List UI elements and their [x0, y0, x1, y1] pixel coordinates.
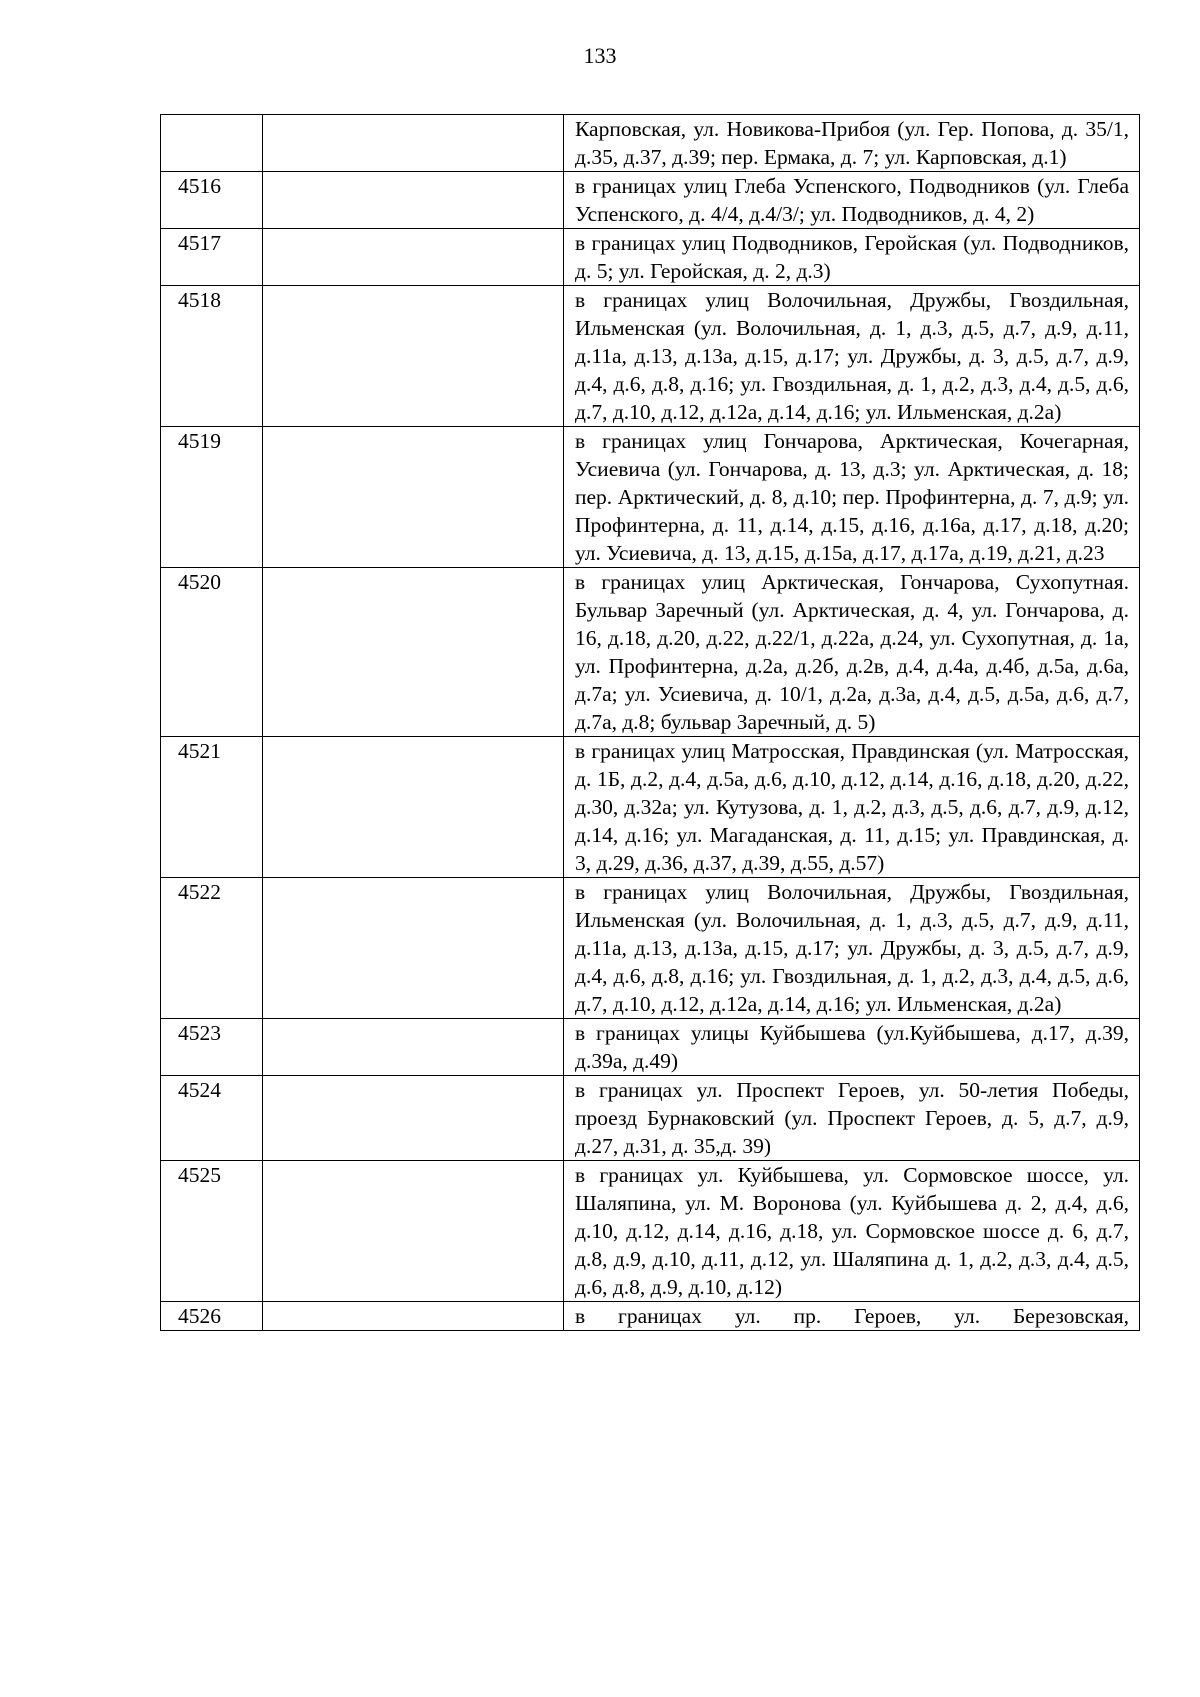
boundary-description-cell: в границах улиц Волочильная, Дружбы, Гвоздильная, Ильменская (ул. Волочильная, д. 1, д.3, д.5, д.7, д.9, д.11, д.11а, д.13, д.13а, д.15, д.17; ул. Дружбы, д. 3, д.5, д.7, д.9, д.4, д.6, д.8, д.16; ул. Гвоздильная, д. 1, д.2, д.3, д.4, д.5, д.6, д.7, д.10, д.12, д.12а, д.14, д.16; ул. Ильменская, д.2а) [564, 878, 1140, 1019]
boundary-description-cell: в границах ул. Проспект Героев, ул. 50-летия Победы, проезд Бурнаковский (ул. Проспект Героев, д. 5, д.7, д.9, д.27, д.31, д. 35,д. 39) [564, 1076, 1140, 1161]
precinct-number-cell [161, 115, 263, 172]
table-row [161, 1019, 1140, 1076]
precinct-number-cell: 4520 [161, 568, 263, 737]
precinct-number-cell: 4524 [161, 1076, 263, 1161]
boundary-description-cell: в границах улиц Подводников, Геройская (ул. Подводников, д. 5; ул. Геройская, д. 2, д.3) [564, 229, 1140, 286]
page-number: 133 [583, 43, 617, 68]
boundary-description-cell: в границах ул. Куйбышева, ул. Сормовское шоссе, ул. Шаляпина, ул. М. Воронова (ул. Куйбышева д. 2, д.4, д.6, д.10, д.12, д.14, д.16, д.18, ул. Сормовское шоссе д. 6, д.7, д.8, д.9, д.10, д.11, д.12, ул. Шаляпина д. 1, д.2, д.3, д.4, д.5, д.6, д.8, д.9, д.10, д.12) [564, 1161, 1140, 1302]
empty-middle-cell [263, 115, 564, 172]
empty-middle-cell [263, 568, 564, 737]
table-row [161, 1302, 1140, 1331]
table-row [161, 737, 1140, 878]
table-row [161, 286, 1140, 427]
boundary-description-cell: в границах улиц Матросская, Правдинская (ул. Матросская, д. 1Б, д.2, д.4, д.5а, д.6, д.10, д.12, д.14, д.16, д.18, д.20, д.22, д.30, д.32а; ул. Кутузова, д. 1, д.2, д.3, д.5, д.6, д.7, д.9, д.12, д.14, д.16; ул. Магаданская, д. 11, д.15; ул. Правдинская, д. 3, д.29, д.36, д.37, д.39, д.55, д.57) [564, 737, 1140, 878]
precinct-number-cell: 4526 [161, 1302, 263, 1331]
boundary-description-cell: в границах улиц Глеба Успенского, Подводников (ул. Глеба Успенского, д. 4/4, д.4/3/; ул. Подводников, д. 4, 2) [564, 172, 1140, 229]
precinct-number-cell: 4525 [161, 1161, 263, 1302]
table-row [161, 172, 1140, 229]
precinct-number-cell: 4521 [161, 737, 263, 878]
boundary-description-cell: в границах улиц Волочильная, Дружбы, Гвоздильная, Ильменская (ул. Волочильная, д. 1, д.3, д.5, д.7, д.9, д.11, д.11а, д.13, д.13а, д.15, д.17; ул. Дружбы, д. 3, д.5, д.7, д.9, д.4, д.6, д.8, д.16; ул. Гвоздильная, д. 1, д.2, д.3, д.4, д.5, д.6, д.7, д.10, д.12, д.12а, д.14, д.16; ул. Ильменская, д.2а) [564, 286, 1140, 427]
table-row [161, 115, 1140, 172]
table-row [161, 1076, 1140, 1161]
precinct-number-cell: 4517 [161, 229, 263, 286]
precinct-number-cell: 4523 [161, 1019, 263, 1076]
empty-middle-cell [263, 427, 564, 568]
empty-middle-cell [263, 737, 564, 878]
empty-middle-cell [263, 878, 564, 1019]
empty-middle-cell [263, 1161, 564, 1302]
table-row [161, 568, 1140, 737]
table-row [161, 427, 1140, 568]
address-table [160, 114, 1140, 1331]
empty-middle-cell [263, 1019, 564, 1076]
table-row [161, 1161, 1140, 1302]
address-table-body [161, 115, 1140, 1331]
precinct-number-cell: 4522 [161, 878, 263, 1019]
empty-middle-cell [263, 286, 564, 427]
empty-middle-cell [263, 172, 564, 229]
boundary-description-cell: в границах улиц Арктическая, Гончарова, Сухопутная. Бульвар Заречный (ул. Арктическая, д. 4, ул. Гончарова, д. 16, д.18, д.20, д.22, д.22/1, д.22а, д.24, ул. Сухопутная, д. 1а, ул. Профинтерна, д.2а, д.2б, д.2в, д.4, д.4а, д.4б, д.5а, д.6а, д.7а; ул. Усиевича, д. 10/1, д.2а, д.3а, д.4, д.5, д.5а, д.6, д.7, д.7а, д.8; бульвар Заречный, д. 5) [564, 568, 1140, 737]
boundary-description-cell: в границах улиц Гончарова, Арктическая, Кочегарная, Усиевича (ул. Гончарова, д. 13, д.3; ул. Арктическая, д. 18; пер. Арктический, д. 8, д.10; пер. Профинтерна, д. 7, д.9; ул. Профинтерна, д. 11, д.14, д.15, д.16, д.16а, д.17, д.18, д.20; ул. Усиевича, д. 13, д.15, д.15а, д.17, д.17а, д.19, д.21, д.23 [564, 427, 1140, 568]
table-row [161, 878, 1140, 1019]
precinct-number-cell: 4516 [161, 172, 263, 229]
boundary-description-cell: Карповская, ул. Новикова-Прибоя (ул. Гер. Попова, д. 35/1, д.35, д.37, д.39; пер. Ермака, д. 7; ул. Карповская, д.1) [564, 115, 1140, 172]
empty-middle-cell [263, 1302, 564, 1331]
empty-middle-cell [263, 1076, 564, 1161]
boundary-description-cell: в границах улицы Куйбышева (ул.Куйбышева, д.17, д.39, д.39а, д.49) [564, 1019, 1140, 1076]
precinct-number-cell: 4519 [161, 427, 263, 568]
boundary-description-cell: в границах ул. пр. Героев, ул. Березовская, [564, 1302, 1140, 1331]
precinct-number-cell: 4518 [161, 286, 263, 427]
table-row [161, 229, 1140, 286]
empty-middle-cell [263, 229, 564, 286]
